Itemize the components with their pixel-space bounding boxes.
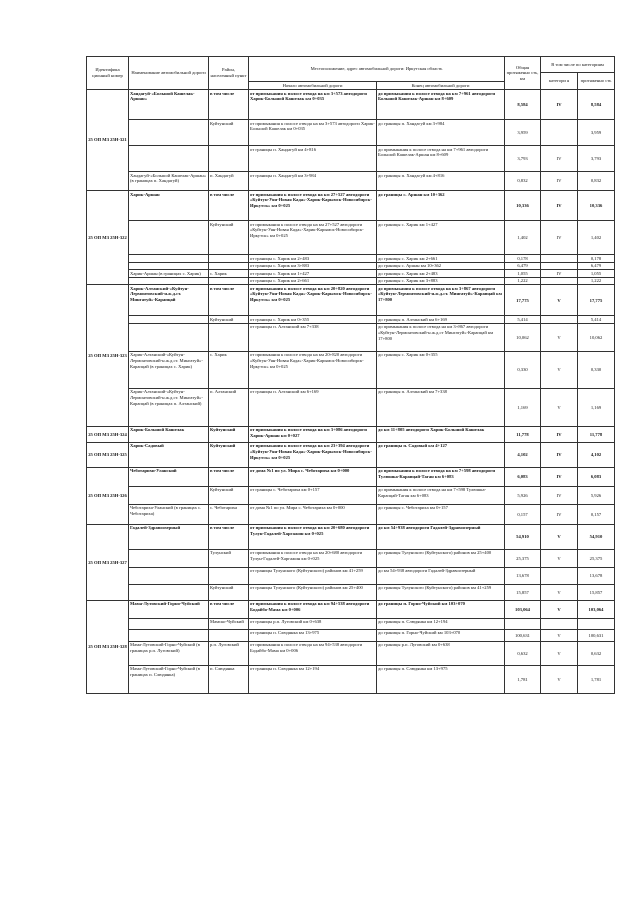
row-district: п. Хандагуй <box>209 172 249 191</box>
table-row <box>87 191 615 221</box>
row-name: Мама-Лутовский-Горно-Чуйский (в границах р.п. Луговский) <box>129 641 209 665</box>
row-category: V <box>541 600 578 618</box>
row-total: 17,775 <box>505 285 541 316</box>
row-name: Харик-Алтанский-«Куйтун-Лермонтовский-н.ж.д.ст. Мингатуй»-Карапцай (в границах п. Алтанский) <box>129 388 209 426</box>
row-end: до границы с. Харик км 3+883 <box>377 277 505 285</box>
table-row <box>87 316 615 324</box>
row-length: 6,479 <box>578 262 615 270</box>
row-start: от дома №1 по ул. Мира с. Чеботариха км 0+000 <box>249 504 377 524</box>
row-district: Куйтунский <box>209 584 249 600</box>
row-name <box>129 277 209 285</box>
row-total: 10,336 <box>505 191 541 221</box>
row-end: до границы с. Харик км 2+661 <box>377 255 505 263</box>
row-district: п. Слюдянка <box>209 665 249 693</box>
row-start: от границы п. Алтанский км 7+338 <box>249 323 377 351</box>
table-row <box>87 618 615 629</box>
row-district: п. Алтанский <box>209 388 249 426</box>
row-district: в том числе <box>209 600 249 618</box>
row-start: от границы р.п. Луговский км 0+638 <box>249 618 377 629</box>
row-name <box>129 629 209 641</box>
row-district: р.п. Луговский <box>209 641 249 665</box>
row-total: 1,055 <box>505 270 541 278</box>
row-length: 1,169 <box>578 388 615 426</box>
row-total: 1,222 <box>505 277 541 285</box>
row-total: 6,479 <box>505 262 541 270</box>
row-name <box>129 323 209 351</box>
row-district <box>209 262 249 270</box>
row-id: 25 ОП МЗ 25Н-323 <box>87 285 129 427</box>
row-category: V <box>541 584 578 600</box>
row-total: 54,910 <box>505 524 541 549</box>
row-total: 3,959 <box>505 120 541 146</box>
row-district: Куйтунский <box>209 221 249 255</box>
row-length: 0,632 <box>578 641 615 665</box>
row-length: 100,631 <box>578 629 615 641</box>
header-length: протяженно сть <box>578 73 615 90</box>
row-total: 6,083 <box>505 467 541 486</box>
row-name <box>129 316 209 324</box>
row-category: IV <box>541 90 578 120</box>
row-name: Хандагуй-«Большой Кашелак-Аршан» (в границах п. Хандагуй) <box>129 172 209 191</box>
row-length: 0,178 <box>578 255 615 263</box>
row-end: до границы Тулунского (Куйтунского) районов км 25+400 <box>377 549 505 567</box>
row-length: 1,222 <box>578 277 615 285</box>
row-start: от дома №1 по ул. Мира с. Чеботариха км 0+000 <box>249 467 377 486</box>
row-name <box>129 584 209 600</box>
row-length: 13,678 <box>578 567 615 584</box>
row-end: до границы п. Алтанский км 7+338 <box>377 388 505 426</box>
row-start: от примыкания к полосе отвода на км 27+527 автодороги «Куйтун-Уян-Новая Када»-Харик-Карымск-Новосибирск-Иркутск» км 0+025 <box>249 191 377 221</box>
row-start: от границы с. Харик км 3+883 <box>249 262 377 270</box>
row-total: 4,102 <box>505 442 541 467</box>
row-start: от примыкания к полосе отвода на км 27+527 автодороги «Куйтун-Уян-Новая Када»-Харик-Карымск-Новосибирск-Иркутск» км 0+025 <box>249 221 377 255</box>
table-row <box>87 442 615 467</box>
row-category: V <box>541 629 578 641</box>
row-start: от примыкания к полосе отвода на км 3+573 автодороги Харик-Большой Кашелак км 0+035 <box>249 120 377 146</box>
row-start: от границы п. Алтанский км 6+169 <box>249 388 377 426</box>
row-end: до границы п. Хандагуй км 4+816 <box>377 172 505 191</box>
row-end: до границы п. Садовый км 4+127 <box>377 442 505 467</box>
row-start: от примыкания к полосе отвода на км 94+538 автодороги Бодайбо-Мама км 0+006 <box>249 600 377 618</box>
row-name: Харик-Садовый <box>129 442 209 467</box>
table-row <box>87 285 615 316</box>
table-row <box>87 629 615 641</box>
row-start: от границы с. Харик км 0+355 <box>249 316 377 324</box>
row-district <box>209 629 249 641</box>
row-length: 4,102 <box>578 442 615 467</box>
row-category: IV <box>541 467 578 486</box>
row-length: 5,414 <box>578 316 615 324</box>
row-end: до км 54+938 автодороги Гадалей-Здравоозерный <box>377 567 505 584</box>
row-start: от примыкания к полосе отвода на км 3+086 автодороги Харик-Аршан км 0+027 <box>249 426 377 442</box>
row-total: 0,178 <box>505 255 541 263</box>
row-total: 10,062 <box>505 323 541 351</box>
row-total <box>505 618 541 629</box>
row-length: 1,402 <box>578 221 615 255</box>
row-length: 5,926 <box>578 486 615 504</box>
header-end: Конец автомобильной дороги <box>377 82 505 90</box>
row-category: V <box>541 351 578 388</box>
table-row <box>87 584 615 600</box>
row-length: 0,832 <box>578 172 615 191</box>
row-end: до границы р.п. Луговский км 0+638 <box>377 641 505 665</box>
row-category <box>541 120 578 146</box>
roads-table <box>86 56 615 694</box>
row-district: Куйтунский <box>209 120 249 146</box>
row-id: 25 ОП МЗ 25Н-321 <box>87 90 129 191</box>
row-length: 15,857 <box>578 584 615 600</box>
row-length: 10,062 <box>578 323 615 351</box>
row-category: V <box>541 665 578 693</box>
row-total: 25,375 <box>505 549 541 567</box>
row-length: 0,330 <box>578 351 615 388</box>
table-row <box>87 255 615 263</box>
row-category: IV <box>541 221 578 255</box>
row-district: в том числе <box>209 191 249 221</box>
row-name: Харик-Аршан (в границах с. Харик) <box>129 270 209 278</box>
row-name <box>129 221 209 255</box>
header-category: категори я <box>541 73 578 90</box>
row-length <box>578 618 615 629</box>
table-row <box>87 467 615 486</box>
row-name: Харик-Аршан <box>129 191 209 221</box>
row-category: V <box>541 549 578 567</box>
row-id: 25 ОП МЗ 25Н-328 <box>87 600 129 693</box>
table-row <box>87 270 615 278</box>
row-length: 54,910 <box>578 524 615 549</box>
row-id: 25 ОП МЗ 25Н-322 <box>87 191 129 285</box>
row-id: 25 ОП МЗ 25Н-326 <box>87 467 129 524</box>
row-start: от примыкания к полосе отвода на км 20+820 автодороги «Куйтун-Уян-Новая Када»-Харик-Карымск-Новосибирск-Иркутск» км 0+025 <box>249 351 377 388</box>
row-district: Мамско-Чуйский <box>209 618 249 629</box>
row-district <box>209 255 249 263</box>
table-row <box>87 426 615 442</box>
row-category: IV <box>541 442 578 467</box>
row-length: 3,793 <box>578 146 615 172</box>
row-start: от границы п. Хандагуй км 4+816 <box>249 146 377 172</box>
row-total: 0,330 <box>505 351 541 388</box>
row-length: 0,157 <box>578 504 615 524</box>
row-name <box>129 618 209 629</box>
row-category: V <box>541 388 578 426</box>
table-row <box>87 665 615 693</box>
table-row <box>87 146 615 172</box>
row-total: 15,857 <box>505 584 541 600</box>
row-district: в том числе <box>209 524 249 549</box>
row-total: 1,169 <box>505 388 541 426</box>
row-district: Куйтунский <box>209 316 249 324</box>
row-end: до границы с. Аршан км 10+362 <box>377 191 505 221</box>
row-total: 1,781 <box>505 665 541 693</box>
row-length: 103,064 <box>578 600 615 618</box>
row-end: до примыкания к полосе отвода на км 7+961 автодороги Большой Кашелак-Аршан км 8+609 <box>377 90 505 120</box>
row-start: от границы Тулунского (Куйтунского) районов км 41+259 <box>249 567 377 584</box>
row-length: 17,775 <box>578 285 615 316</box>
row-category <box>541 277 578 285</box>
row-name: Чеботариха-Уланский (в границах с. Чеботариха) <box>129 504 209 524</box>
row-total: 11,778 <box>505 426 541 442</box>
row-start: от границы п. Хандагуй км 3+984 <box>249 172 377 191</box>
row-end: до примыкания к полосе отвода на км 7+961 автодороги Большой Кашелак-Аршан км 8+609 <box>377 146 505 172</box>
row-category: IV <box>541 426 578 442</box>
row-start: от границы Тулунского (Куйтунского) районов км 25+400 <box>249 584 377 600</box>
table-row <box>87 388 615 426</box>
row-end: до границы п. Алтанский км 6+169 <box>377 316 505 324</box>
row-total: 0,832 <box>505 172 541 191</box>
document-page <box>86 56 614 694</box>
row-name <box>129 255 209 263</box>
row-start: от примыкания к полосе отвода на км 23+394 автодороги «Куйтун-Уян-Новая Када»-Харик-Карымск-Новосибирск-Иркутск» км 0+025 <box>249 442 377 467</box>
row-category: IV <box>541 504 578 524</box>
row-category <box>541 618 578 629</box>
row-start: от примыкания к полосе отвода на км 94+538 автодороги Бодайбо-Мама км 0+006 <box>249 641 377 665</box>
row-district <box>209 323 249 351</box>
row-end: до примыкания к полосе отвода на км 7+598 Тулюшка-Карапцай-Таган км 6+083 <box>377 486 505 504</box>
row-end: до границы с. Харик км 0+355 <box>377 351 505 388</box>
row-district: Тулунский <box>209 549 249 567</box>
row-end: до границы с. Харик км 1+427 <box>377 221 505 255</box>
table-row <box>87 172 615 191</box>
table-row <box>87 90 615 120</box>
row-end: до границы с. Чеботариха км 0+157 <box>377 504 505 524</box>
row-total: 1,402 <box>505 221 541 255</box>
row-name <box>129 262 209 270</box>
row-end: до границы с. Аршан км 10+362 <box>377 262 505 270</box>
table-row <box>87 120 615 146</box>
table-row <box>87 504 615 524</box>
table-row <box>87 323 615 351</box>
row-start: от границы с. Харик км 2+661 <box>249 277 377 285</box>
row-district: Куйтунский <box>209 442 249 467</box>
row-end: до границы п. Слюдянка км 13+975 <box>377 665 505 693</box>
header-start: Начало автомобильной дороги <box>249 82 377 90</box>
row-total: 5,414 <box>505 316 541 324</box>
row-end: до границы с. Харик км 2+483 <box>377 270 505 278</box>
row-start: от границы с. Чеботариха км 0+157 <box>249 486 377 504</box>
row-district <box>209 567 249 584</box>
row-name: Мама-Лутовский-Горно-Чуйский (в границах п. Слюдянка) <box>129 665 209 693</box>
row-category: IV <box>541 172 578 191</box>
row-start: от границы с. Харик км 2+483 <box>249 255 377 263</box>
row-total: 5,926 <box>505 486 541 504</box>
row-end: до км 54+938 автодороги Гадалей-Здравоозерный <box>377 524 505 549</box>
row-category: V <box>541 524 578 549</box>
row-total: 13,678 <box>505 567 541 584</box>
row-district: в том числе <box>209 90 249 120</box>
row-name <box>129 549 209 567</box>
row-length: 25,375 <box>578 549 615 567</box>
row-start: от границы п. Слюдянка км 13+975 <box>249 629 377 641</box>
row-category: IV <box>541 146 578 172</box>
row-total: 3,793 <box>505 146 541 172</box>
row-length: 11,778 <box>578 426 615 442</box>
row-start: от примыкания к полосе отвода на км 20+680 автодороги Тулун-Гадалей-Харгажин км 0+025 <box>249 524 377 549</box>
row-district: с. Харик <box>209 351 249 388</box>
row-category <box>541 262 578 270</box>
table-row <box>87 351 615 388</box>
row-total: 8,584 <box>505 90 541 120</box>
row-end: до границы Тулунского (Куйтунского) районов км 41+259 <box>377 584 505 600</box>
row-name <box>129 567 209 584</box>
row-category: V <box>541 285 578 316</box>
table-row <box>87 524 615 549</box>
header-district: Район, населенный пункт <box>209 57 249 90</box>
row-end: до границы п. Хандагуй км 3+984 <box>377 120 505 146</box>
row-end: до границы п. Горно-Чуйский км 103+070 <box>377 600 505 618</box>
row-name: Чеботарихи-Уланский <box>129 467 209 486</box>
row-length: 3,959 <box>578 120 615 146</box>
row-total: 0,632 <box>505 641 541 665</box>
row-name <box>129 146 209 172</box>
table-row <box>87 641 615 665</box>
row-length: 6,083 <box>578 467 615 486</box>
row-category <box>541 316 578 324</box>
row-start: от примыкания к полосе отвода на км 20+820 автодороги «Куйтун-Уян-Новая Када»-Харик-Карымск-Новосибирск-Иркутск» км 0+025 <box>249 285 377 316</box>
row-start: от границы п. Слюдянка км 12+194 <box>249 665 377 693</box>
table-row <box>87 277 615 285</box>
row-category <box>541 567 578 584</box>
row-end: до км 11+805 автодороги Харик-Большой Кашелак <box>377 426 505 442</box>
row-category: V <box>541 323 578 351</box>
row-length: 8,584 <box>578 90 615 120</box>
row-total: 103,064 <box>505 600 541 618</box>
row-district <box>209 277 249 285</box>
table-row <box>87 567 615 584</box>
row-start: от примыкания к полосе отвода на км 3+573 автодороги Харик-Большой Кашелак км 0+035 <box>249 90 377 120</box>
row-district: Куйтунский <box>209 486 249 504</box>
row-end: до границы п. Слюдянка км 12+194 <box>377 618 505 629</box>
row-name: Мама-Лутовский-Горно-Чуйский <box>129 600 209 618</box>
row-length: 1,781 <box>578 665 615 693</box>
header-total: Общая протяженно сть, км <box>505 57 541 90</box>
header-incl: В том числе по категориям <box>541 57 615 73</box>
table-row <box>87 549 615 567</box>
row-category <box>541 255 578 263</box>
row-start: от границы с. Харик км 1+427 <box>249 270 377 278</box>
row-id: 25 ОП МЗ 25Н-324 <box>87 426 129 442</box>
table-row <box>87 221 615 255</box>
row-total: 100,631 <box>505 629 541 641</box>
table-row <box>87 600 615 618</box>
header-id: Идентифика ционный номер <box>87 57 129 90</box>
table-row <box>87 486 615 504</box>
row-district <box>209 146 249 172</box>
row-length: 1,055 <box>578 270 615 278</box>
row-category: IV <box>541 270 578 278</box>
row-category: IV <box>541 486 578 504</box>
row-id: 25 ОП МЗ 25Н-327 <box>87 524 129 600</box>
row-length: 10,336 <box>578 191 615 221</box>
table-row <box>87 262 615 270</box>
row-id: 25 ОП МЗ 25Н-325 <box>87 442 129 467</box>
row-district: Куйтунский <box>209 426 249 442</box>
row-district: в том числе <box>209 285 249 316</box>
row-name: Хандагуй-«Большой Кашелак-Аршан» <box>129 90 209 120</box>
row-name: Харик-Большой Кашелак <box>129 426 209 442</box>
row-end: до примыкания к полосе отвода на км 3+867 автодороги «Куйтун-Лермонтовский-н.ж.д.ст. Мингатуй»-Карапцай км 17+800 <box>377 285 505 316</box>
row-district: в том числе <box>209 467 249 486</box>
row-name <box>129 486 209 504</box>
table-body <box>87 90 615 694</box>
row-name: Харик-Алтанский-«Куйтун-Лермонтовский-н.ж.д.ст. Мингатуй»-Карапцай <box>129 285 209 316</box>
row-end: до примыкания к полосе отвода на км 3+867 автодороги «Куйтун-Лермонтовский-н.ж.д.ст Мингатуй»-Карапцай км 17+800 <box>377 323 505 351</box>
header-name: Наименование автомобильной дороги <box>129 57 209 90</box>
row-district: с. Харик <box>209 270 249 278</box>
row-start: от примыкания к полосе отвода на км 20+680 автодороги Тулун-Гадалей-Харгажин км 0+025 <box>249 549 377 567</box>
row-total: 0,157 <box>505 504 541 524</box>
row-name: Харик-Алтанский-«Куйтун-Лермонтовский-н.ж.д.ст. Мингатуй»-Карапцай (в границах с. Харик) <box>129 351 209 388</box>
row-name: Гадалей-Здравоозерный <box>129 524 209 549</box>
header-location: Местоположение, адрес автомобильной дороги: Иркутская область <box>249 57 505 82</box>
row-name <box>129 120 209 146</box>
row-category: IV <box>541 191 578 221</box>
row-district: с. Чеботариха <box>209 504 249 524</box>
row-category: V <box>541 641 578 665</box>
row-end: до границы п. Горно-Чуйский км 103+070 <box>377 629 505 641</box>
row-end: до примыкания к полосе отвода на км 7+598 автодороги Тулюшка-Карапцай-Таган км 6+083 <box>377 467 505 486</box>
